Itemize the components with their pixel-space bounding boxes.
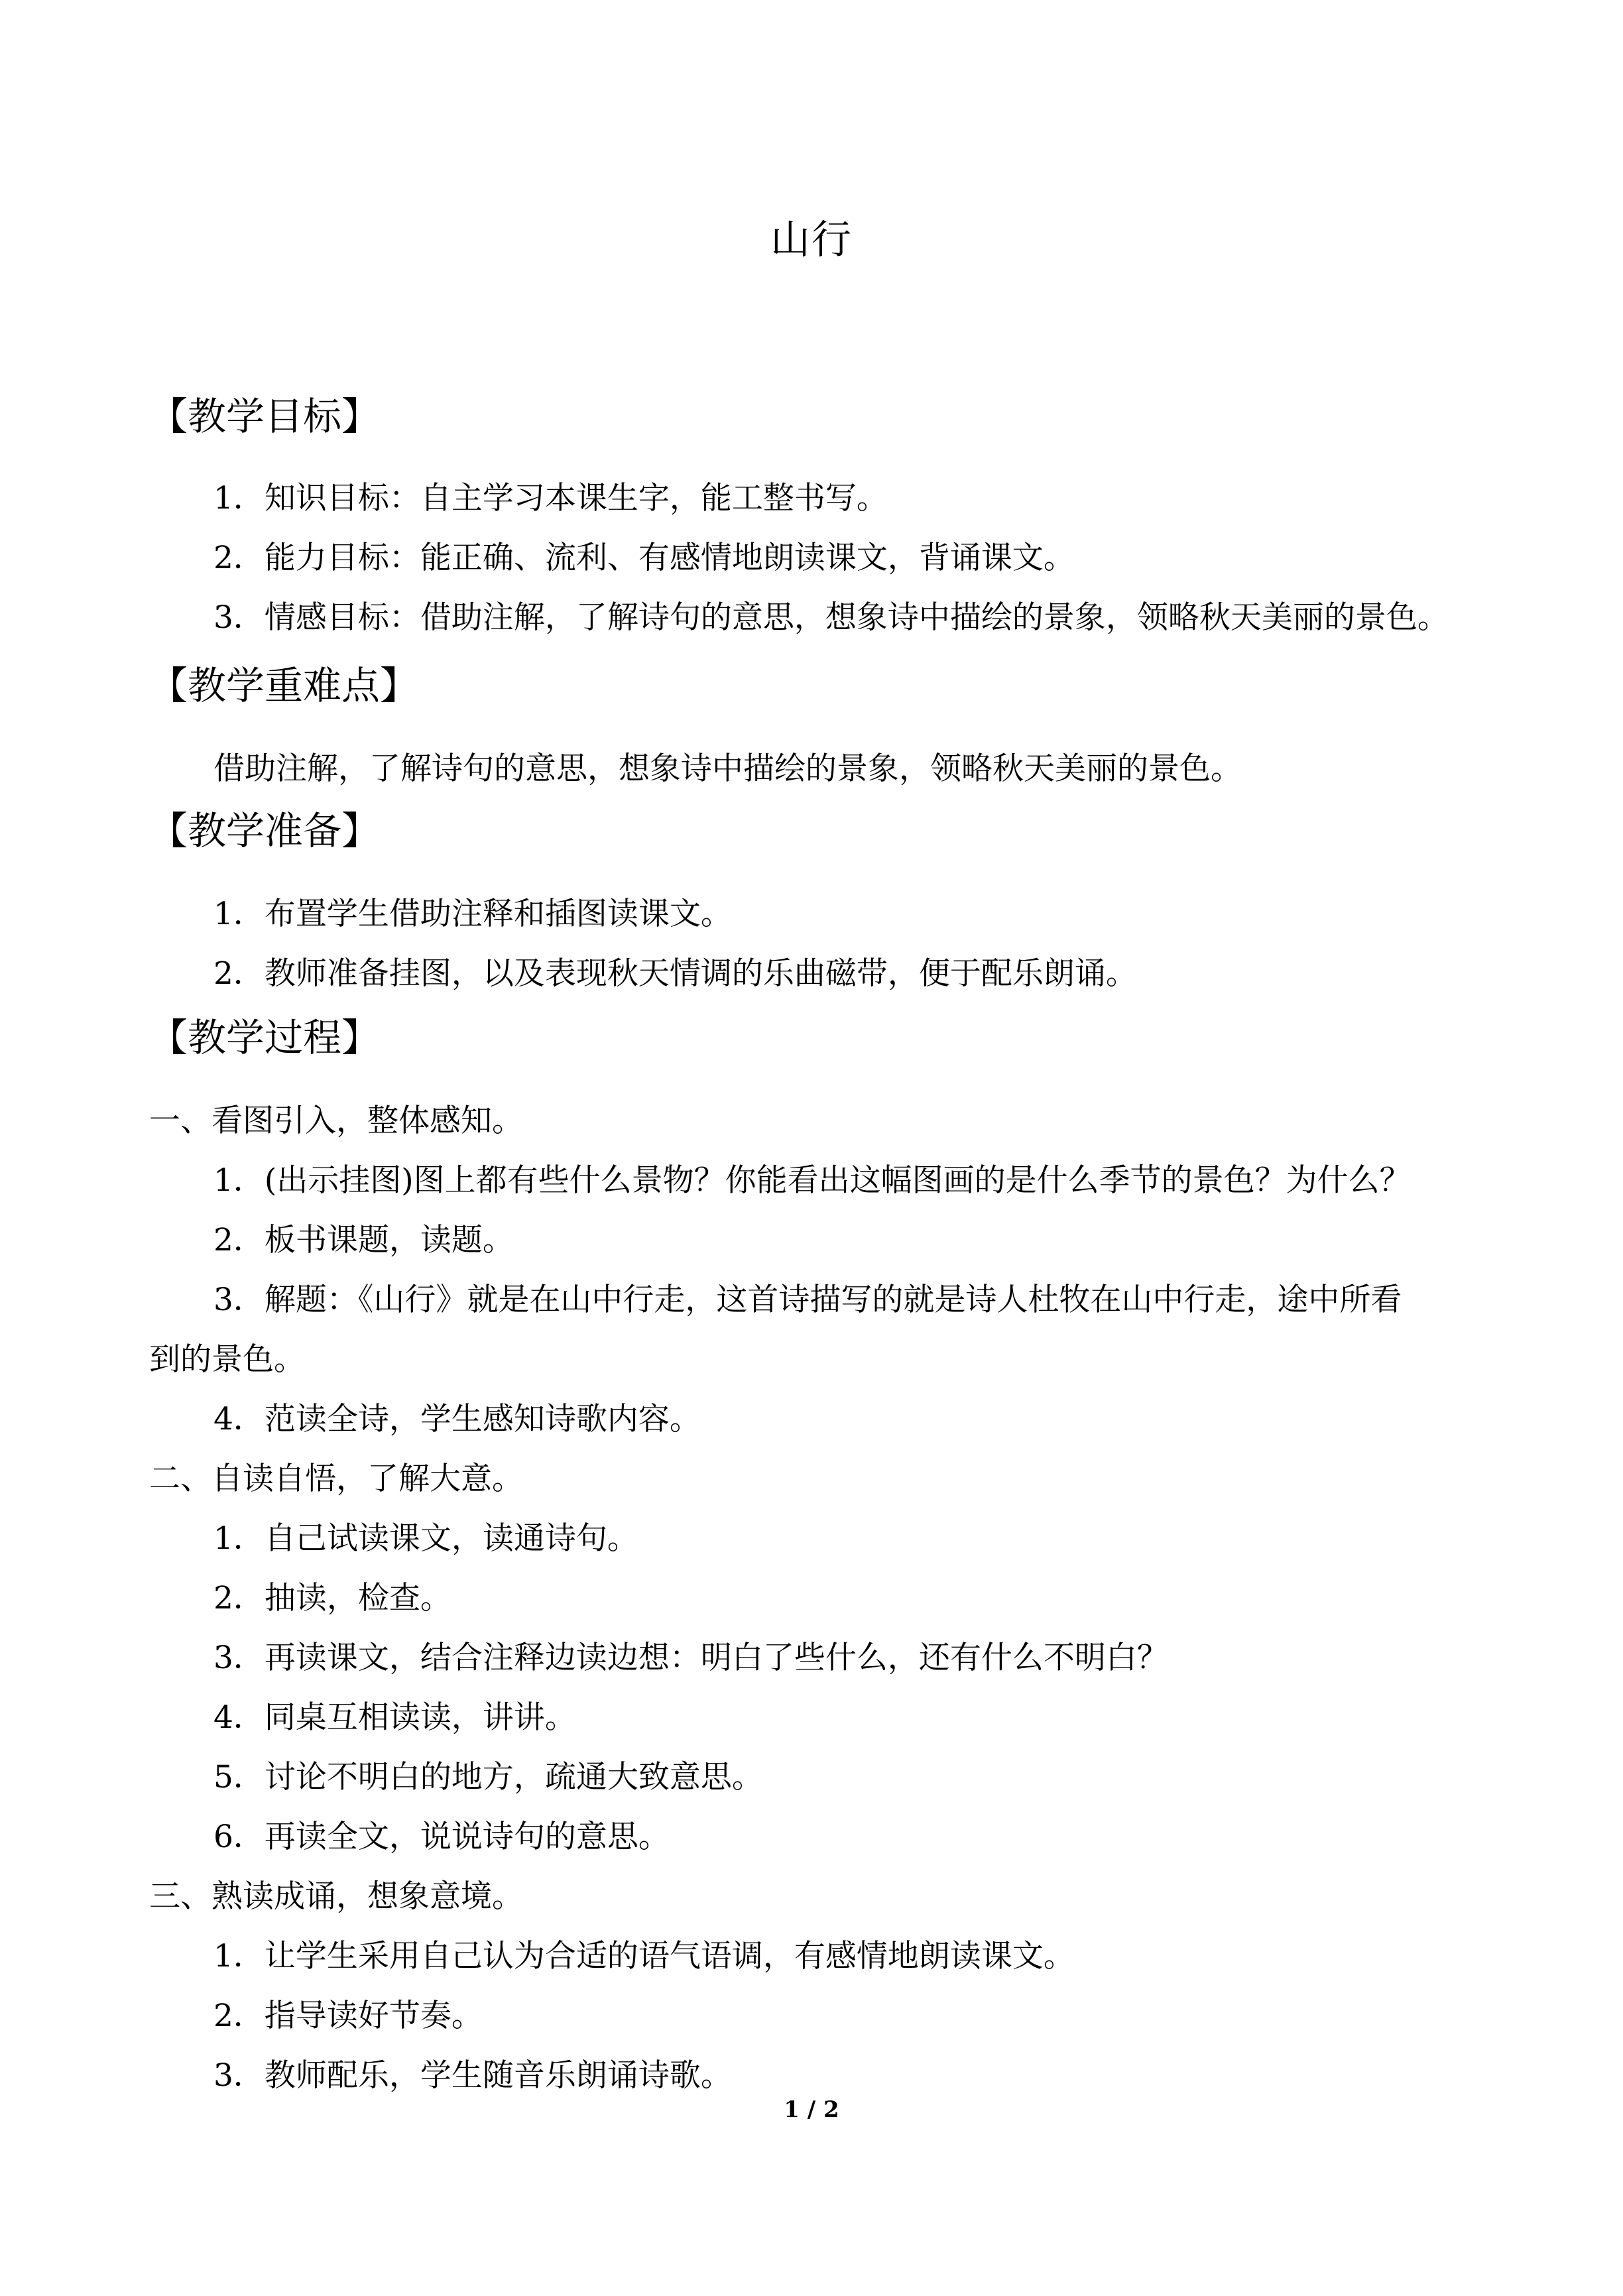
page-number: 1 / 2 [784, 2096, 839, 2123]
process-part-2-item-4: 4．同桌互相读读，讲讲。 [213, 1699, 576, 1736]
process-part-1-title: 一、看图引入，整体感知。 [149, 1103, 523, 1139]
process-part-1-item-3-continued: 到的景色。 [149, 1341, 305, 1378]
objective-item-3: 3．情感目标：借助注解，了解诗句的意思，想象诗中描绘的景象，领略秋天美丽的景色。 [213, 599, 1449, 636]
process-part-2-item-2: 2．抽读，检查。 [213, 1580, 451, 1616]
process-part-1-item-3: 3．解题：《山行》就是在山中行走，这首诗描写的就是诗人杜牧在山中行走，途中所看 [213, 1282, 1402, 1318]
process-part-3-title: 三、熟读成诵，想象意境。 [149, 1878, 523, 1915]
process-part-3-item-3: 3．教师配乐，学生随音乐朗诵诗歌。 [213, 2057, 732, 2094]
objective-item-1: 1．知识目标：自主学习本课生字，能工整书写。 [213, 480, 888, 516]
objective-item-2: 2．能力目标：能正确、流利、有感情地朗读课文，背诵课文。 [213, 540, 1075, 576]
process-part-1-item-4: 4．范读全诗，学生感知诗歌内容。 [213, 1401, 701, 1437]
process-part-2-item-1: 1．自己试读课文，读通诗句。 [213, 1520, 638, 1557]
preparation-item-2: 2．教师准备挂图，以及表现秋天情调的乐曲磁带，便于配乐朗诵。 [213, 955, 1137, 992]
process-part-3-item-1: 1．让学生采用自己认为合适的语气语调，有感情地朗读课文。 [213, 1938, 1075, 1974]
process-part-3-item-2: 2．指导读好节奏。 [213, 1998, 483, 2034]
process-part-1-item-1: 1．(出示挂图)图上都有些什么景物？你能看出这幅图画的是什么季节的景色？为什么？ [213, 1162, 1411, 1199]
process-part-2-item-5: 5．讨论不明白的地方，疏通大致意思。 [213, 1759, 763, 1795]
process-part-1-item-2: 2．板书课题，读题。 [213, 1222, 514, 1258]
section-heading-key-points: 【教学重难点】 [149, 663, 419, 708]
section-heading-preparation: 【教学准备】 [149, 808, 381, 853]
page-title: 山行 [770, 217, 853, 263]
process-part-2-item-3: 3．再读课文，结合注释边读边想：明白了些什么，还有什么不明白？ [213, 1640, 1168, 1676]
preparation-item-1: 1．布置学生借助注释和插图读课文。 [213, 896, 732, 932]
key-points-text: 借助注解，了解诗句的意思，想象诗中描绘的景象，领略秋天美丽的景色。 [213, 751, 1242, 787]
section-heading-process: 【教学过程】 [149, 1015, 381, 1060]
process-part-2-title: 二、自读自悟，了解大意。 [149, 1461, 523, 1497]
section-heading-objectives: 【教学目标】 [149, 394, 381, 439]
process-part-2-item-6: 6．再读全文，说说诗句的意思。 [213, 1819, 670, 1855]
